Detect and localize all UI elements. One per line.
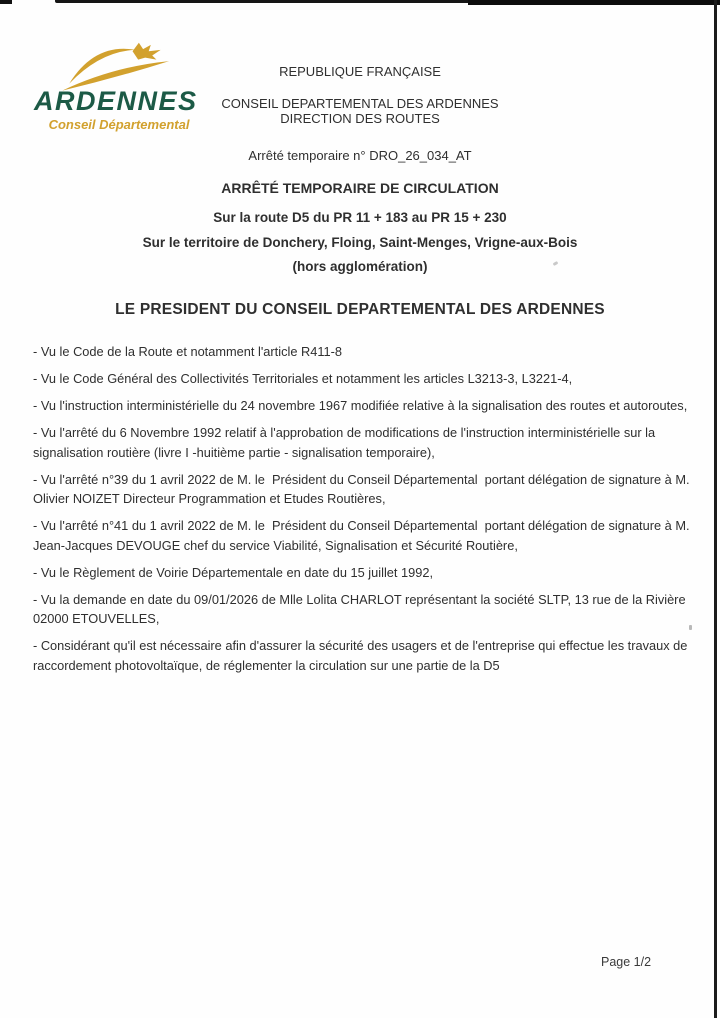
scan-artifact-top-line xyxy=(55,0,470,3)
vu-paragraph: - Vu l'arrêté du 6 Novembre 1992 relatif à l'approbation de modifications de l'instruction interministérielle sur la signalisation routière (livre I -huitième partie - signalisation temporaire), xyxy=(33,425,659,460)
vu-paragraph: - Considérant qu'il est nécessaire afin d'assurer la sécurité des usagers et de l'entreprise qui effectue les travaux de raccordement photovoltaïque, de réglementer la circulation sur une partie de la D5 xyxy=(33,638,691,673)
republic-line: REPUBLIQUE FRANÇAISE xyxy=(279,64,441,79)
vu-paragraph: - Vu l'arrêté n°39 du 1 avril 2022 de M. le Président du Conseil Départemental portant délégation de signature à M. Olivier NOIZET Directeur Programmation et Etudes Routières, xyxy=(33,471,694,506)
vu-paragraph: - Vu la demande en date du 09/01/2026 de Mlle Lolita CHARLOT représentant la société SLTP, 13 rue de la Rivière 02000 ETOUVELLES, xyxy=(33,591,690,626)
logo-wordmark: ARDENNES xyxy=(34,86,198,116)
scan-artifact-top-line-right xyxy=(468,0,720,5)
vu-paragraph-list xyxy=(33,342,694,683)
vu-paragraph: - Vu l'instruction interministérielle du 24 novembre 1967 modifiée relative à la signalisation des routes et autoroutes, xyxy=(33,398,688,413)
president-heading: LE PRESIDENT DU CONSEIL DEPARTEMENTAL DES ARDENNES xyxy=(115,301,605,318)
territory-subtitle: Sur le territoire de Donchery, Floing, Saint-Menges, Vrigne-aux-Bois xyxy=(142,235,578,250)
vu-paragraph: - Vu le Code Général des Collectivités Territoriales et notamment les articles L3213-3, L3221-4, xyxy=(33,371,573,386)
route-subtitle: Sur la route D5 du PR 11 + 183 au PR 15 + 230 xyxy=(213,210,507,225)
zone-subtitle: (hors agglomération) xyxy=(292,259,428,274)
vu-paragraph: - Vu le Code de la Route et notamment l'article R411-8 xyxy=(33,344,343,359)
vu-paragraph: - Vu l'arrêté n°41 du 1 avril 2022 de M. le Président du Conseil Départemental portant délégation de signature à M. Jean-Jacques DEVOUGE chef du service Viabilité, Signalisation et Sécurité Routière, xyxy=(33,518,694,553)
document-title: ARRÊTÉ TEMPORAIRE DE CIRCULATION xyxy=(221,180,499,196)
direction-line: DIRECTION DES ROUTES xyxy=(280,111,440,126)
order-reference: Arrêté temporaire n° DRO_26_034_AT xyxy=(248,148,472,163)
vu-paragraph: - Vu le Règlement de Voirie Départementale en date du 15 juillet 1992, xyxy=(33,564,434,580)
logo-subtitle: Conseil Départemental xyxy=(48,117,190,132)
scan-artifact-top-left xyxy=(0,0,12,4)
page-number: Page 1/2 xyxy=(601,955,652,969)
council-line: CONSEIL DEPARTEMENTAL DES ARDENNES xyxy=(221,96,499,111)
